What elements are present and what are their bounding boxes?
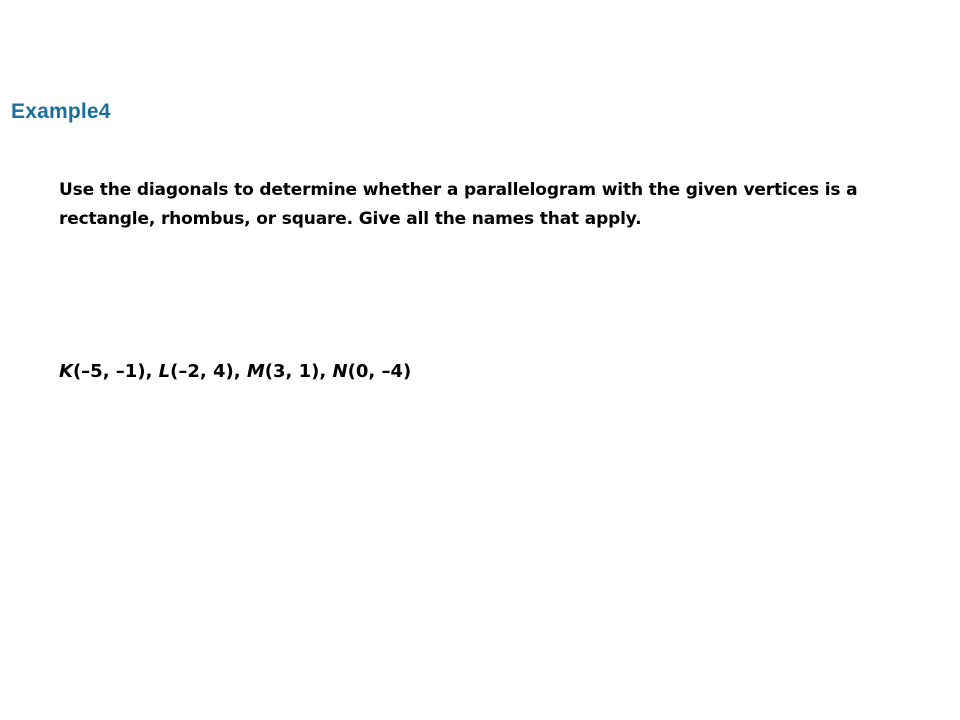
- vertex-m: [247, 361, 333, 382]
- vertex-label: K: [59, 361, 73, 382]
- vertex-l: [159, 361, 247, 382]
- vertex-n: [333, 361, 412, 382]
- vertex-k: [59, 361, 159, 382]
- vertex-separator: ,: [145, 361, 159, 382]
- slide-title: Example4: [11, 100, 111, 123]
- vertices-list: [59, 358, 411, 386]
- vertex-label: L: [158, 361, 171, 382]
- vertex-coords: (–5, –1): [72, 361, 146, 382]
- vertex-coords: (3, 1): [264, 361, 320, 382]
- vertex-separator: ,: [233, 361, 247, 382]
- vertex-label: N: [332, 361, 348, 382]
- vertex-separator: ,: [319, 361, 333, 382]
- vertex-coords: (–2, 4): [170, 361, 234, 382]
- problem-instructions: Use the diagonals to determine whether a parallelogram with the given vertices is a rectangle, rhombus, or square. Give all the names that apply.: [59, 180, 858, 229]
- vertex-coords: (0, –4): [347, 361, 412, 382]
- vertex-label: M: [246, 361, 265, 382]
